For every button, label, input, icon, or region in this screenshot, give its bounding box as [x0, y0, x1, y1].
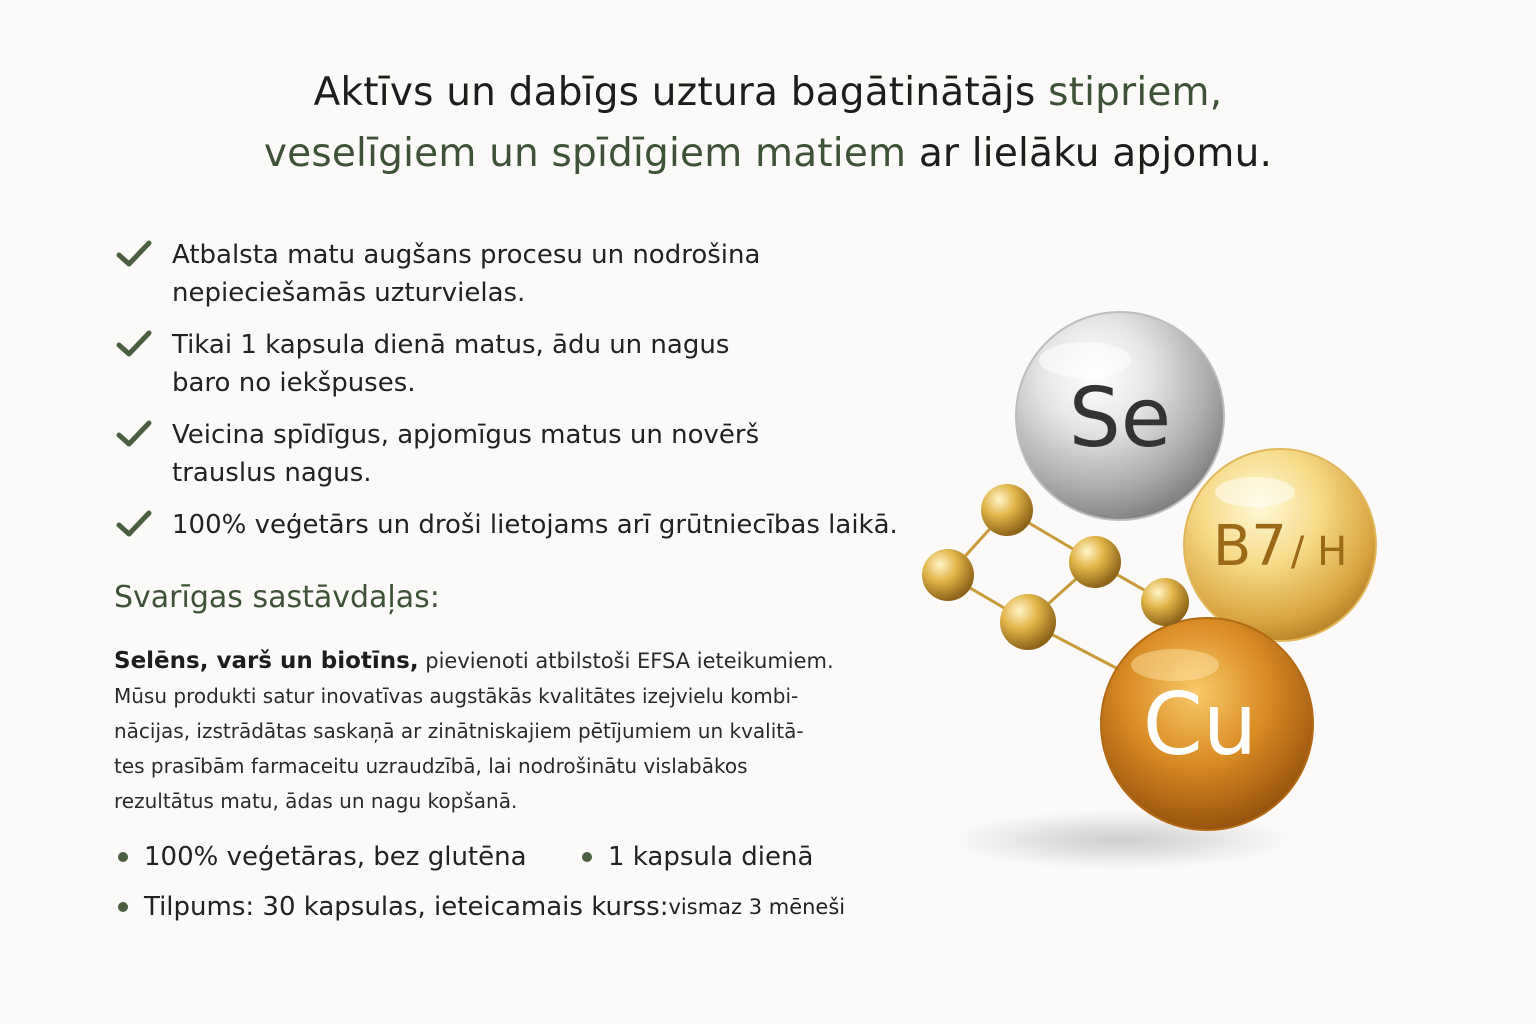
bullet-dot-icon	[118, 852, 128, 862]
headline-line-2	[0, 123, 1536, 184]
benefit-item	[116, 416, 936, 492]
bullet-text: 100% veģetāras, bez glutēna	[144, 842, 527, 872]
benefit-line: nepieciešamās uzturvielas.	[172, 278, 526, 308]
headline-text: ar lielāku apjomu.	[906, 131, 1273, 176]
bullet-text: 1 kapsula dienā	[608, 842, 814, 872]
mineral-spheres-illustration	[910, 320, 1348, 880]
bullet-dot-icon	[118, 902, 128, 912]
paragraph-line: nācijas, izstrādātas saskaņā ar zinātniskajiem pētījumiem un kvalitā-	[114, 719, 804, 743]
bullet-text-small: vismaz 3 mēneši	[668, 895, 846, 919]
checkmark-icon	[116, 236, 172, 272]
headline-accent: veselīgiem un spīdīgiem matiem	[263, 131, 907, 176]
benefit-line: Tikai 1 kapsula dienā matus, ādu un nagus	[172, 330, 730, 360]
biotin-b7: B7	[1212, 514, 1287, 579]
ingredients-lead-line	[114, 644, 894, 679]
molecule-atom	[922, 549, 974, 601]
benefit-line: baro no iekšpuses.	[172, 368, 416, 398]
benefit-item	[116, 506, 936, 544]
biotin-h: / H	[1290, 529, 1348, 575]
bullet-item	[118, 842, 527, 872]
ingredients-strong: Selēns, varš un biotīns,	[114, 648, 419, 674]
headline-accent: stipriem,	[1048, 70, 1223, 115]
paragraph-line: rezultātus matu, ādas un nagu kopšanā.	[114, 789, 518, 813]
checkmark-icon	[116, 326, 172, 362]
selenium-label: Se	[1068, 371, 1172, 466]
benefit-line: 100% veģetārs un droši lietojams arī grūtniecības laikā.	[172, 510, 898, 540]
benefit-line: Veicina spīdīgus, apjomīgus matus un novērš	[172, 420, 760, 450]
sphere-highlight	[1215, 477, 1295, 507]
copper-label: Cu	[1142, 675, 1258, 775]
benefit-text	[172, 506, 898, 544]
bullet-item	[118, 892, 845, 922]
benefit-line: trauslus nagus.	[172, 458, 372, 488]
bullet-text: Tilpums: 30 kapsulas, ieteicamais kurss:	[144, 892, 669, 922]
benefit-item	[116, 236, 936, 312]
benefit-text	[172, 326, 729, 402]
headline-line-1	[0, 62, 1536, 123]
benefit-line: Atbalsta matu augšans procesu un nodrošina	[172, 240, 761, 270]
checkmark-icon	[116, 416, 172, 452]
bullet-dot-icon	[582, 852, 592, 862]
ingredients-title: Svarīgas sastāvdaļas:	[114, 580, 440, 615]
ingredients-paragraph	[114, 644, 894, 819]
molecule-atom	[1069, 536, 1121, 588]
headline-text: Aktīvs un dabīgs uztura bagātinātājs	[313, 70, 1049, 115]
benefits-list	[116, 236, 936, 544]
benefit-item	[116, 326, 936, 402]
molecule-atom	[1000, 594, 1056, 650]
bullet-item	[582, 842, 813, 872]
benefit-text	[172, 236, 760, 312]
checkmark-icon	[116, 506, 172, 542]
paragraph-line: tes prasībām farmaceitu uzraudzībā, lai nodrošinātu vislabākos	[114, 754, 748, 778]
molecule-bonds	[948, 510, 1165, 670]
ingredients-lead: pievienoti atbilstoši EFSA ieteikumiem.	[418, 649, 834, 673]
molecule-atom	[1141, 578, 1189, 626]
paragraph-line: Mūsu produkti satur inovatīvas augstākās kvalitātes izejvielu kombi-	[114, 684, 799, 708]
benefit-text	[172, 416, 759, 492]
molecule-atom	[981, 484, 1033, 536]
headline	[0, 62, 1536, 184]
